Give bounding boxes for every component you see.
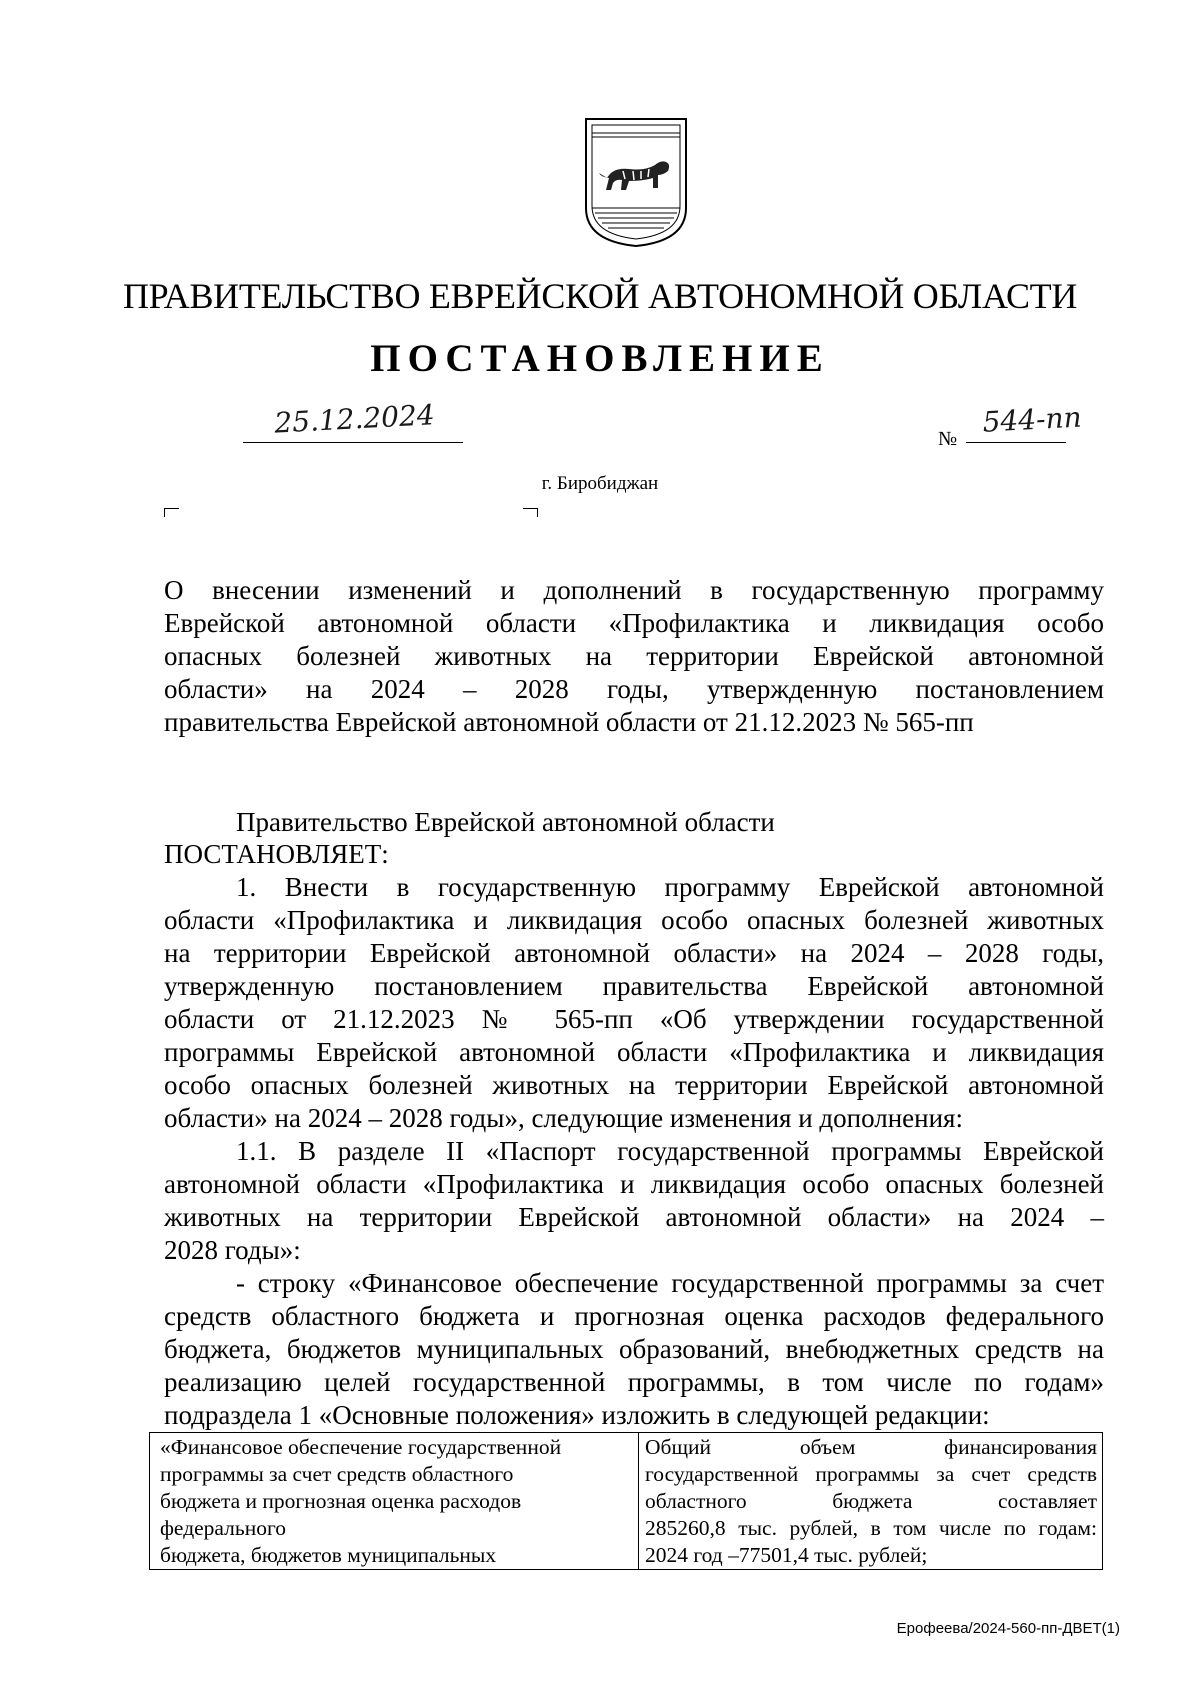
paragraph-line: области» на 2024 – 2028 годы», следующие изменения и дополнения: <box>164 1103 963 1133</box>
paragraph-line: животных на территории Еврейской автономной области» на 2024 – <box>164 1202 1104 1232</box>
paragraph-line: области от 21.12.2023 № 565-пп «Об утверждении государственной <box>164 1004 1104 1034</box>
table-cell-line: программы за счет средств областного <box>160 1462 514 1486</box>
corner-mark-right <box>523 508 538 517</box>
paragraph-line: программы Еврейской автономной области «Профилактика и ликвидация <box>164 1037 1104 1067</box>
title-line: Еврейской автономной области «Профилактика и ликвидация особо <box>164 608 1104 638</box>
table-cell-line: Общий объем финансирования <box>645 1435 1097 1459</box>
table-cell-line: областного бюджета составляет <box>645 1489 1097 1513</box>
paragraph-line: 1.1. В разделе II «Паспорт государственной программы Еврейской <box>236 1136 1104 1166</box>
title-line: опасных болезней животных на территории Еврейской автономной <box>164 641 1104 671</box>
paragraph-line: утвержденную постановлением правительства Еврейской автономной <box>164 971 1104 1001</box>
title-line: правительства Еврейской автономной области от 21.12.2023 № 565-пп <box>164 707 974 737</box>
authority-line: Правительство Еврейской автономной области <box>236 807 775 837</box>
title-line: О внесении изменений и дополнений в государственную программу <box>164 575 1104 605</box>
paragraph-line: области «Профилактика и ликвидация особо опасных болезней животных <box>164 905 1104 935</box>
paragraph-line: подраздела 1 «Основные положения» изложить в следующей редакции: <box>164 1400 990 1430</box>
table-cell-line: бюджета и прогнозная оценка расходов <box>160 1489 522 1513</box>
paragraph-line: на территории Еврейской автономной области» на 2024 – 2028 годы, <box>164 938 1104 968</box>
tiger-icon <box>599 161 669 190</box>
handwritten-number: 544-пп <box>981 400 1083 439</box>
paragraph-line: бюджета, бюджетов муниципальных образований, внебюджетных средств на <box>164 1334 1104 1364</box>
paragraph-line: особо опасных болезней животных на территории Еврейской автономной <box>164 1070 1104 1100</box>
table-cell-line: 285260,8 тыс. рублей, в том числе по годам: <box>645 1516 1097 1540</box>
table-cell-line: 2024 год –77501,4 тыс. рублей; <box>645 1543 928 1567</box>
paragraph-line: 2028 годы»: <box>164 1235 301 1265</box>
table-cell-line: «Финансовое обеспечение государственной <box>160 1435 562 1459</box>
number-underline <box>966 442 1066 443</box>
paragraph-line: реализацию целей государственной программы, в том числе по годам» <box>164 1367 1104 1397</box>
table-column-divider <box>638 1433 639 1569</box>
footer-reference: Ерофеева/2024-560-пп-ДВЕТ(1) <box>896 1620 1120 1637</box>
resolves-line: ПОСТАНОВЛЯЕТ: <box>164 839 389 869</box>
title-line: области» на 2024 – 2028 годы, утвержденную постановлением <box>164 674 1104 704</box>
city-name: г. Биробиджан <box>541 473 659 494</box>
paragraph-line: средств областного бюджета и прогнозная оценка расходов федерального <box>164 1301 1104 1331</box>
handwritten-date: 25.12.2024 <box>273 398 436 440</box>
number-sign: № <box>938 428 958 450</box>
coat-of-arms-emblem <box>583 116 689 249</box>
document-type: ПОСТАНОВЛЕНИЕ <box>370 337 830 380</box>
paragraph-line: автономной области «Профилактика и ликвидация особо опасных болезней <box>164 1169 1104 1199</box>
organization-name: ПРАВИТЕЛЬСТВО ЕВРЕЙСКОЙ АВТОНОМНОЙ ОБЛАСТИ <box>122 276 1078 316</box>
table-cell-line: государственной программы за счет средств <box>645 1462 1097 1486</box>
paragraph-line: 1. Внести в государственную программу Еврейской автономной <box>236 872 1104 902</box>
paragraph-line: - строку «Финансовое обеспечение государственной программы за счет <box>236 1268 1104 1298</box>
corner-mark-left <box>164 508 179 517</box>
date-underline <box>243 442 463 443</box>
table-cell-line: федерального <box>160 1516 286 1540</box>
table-cell-line: бюджета, бюджетов муниципальных <box>160 1543 497 1567</box>
